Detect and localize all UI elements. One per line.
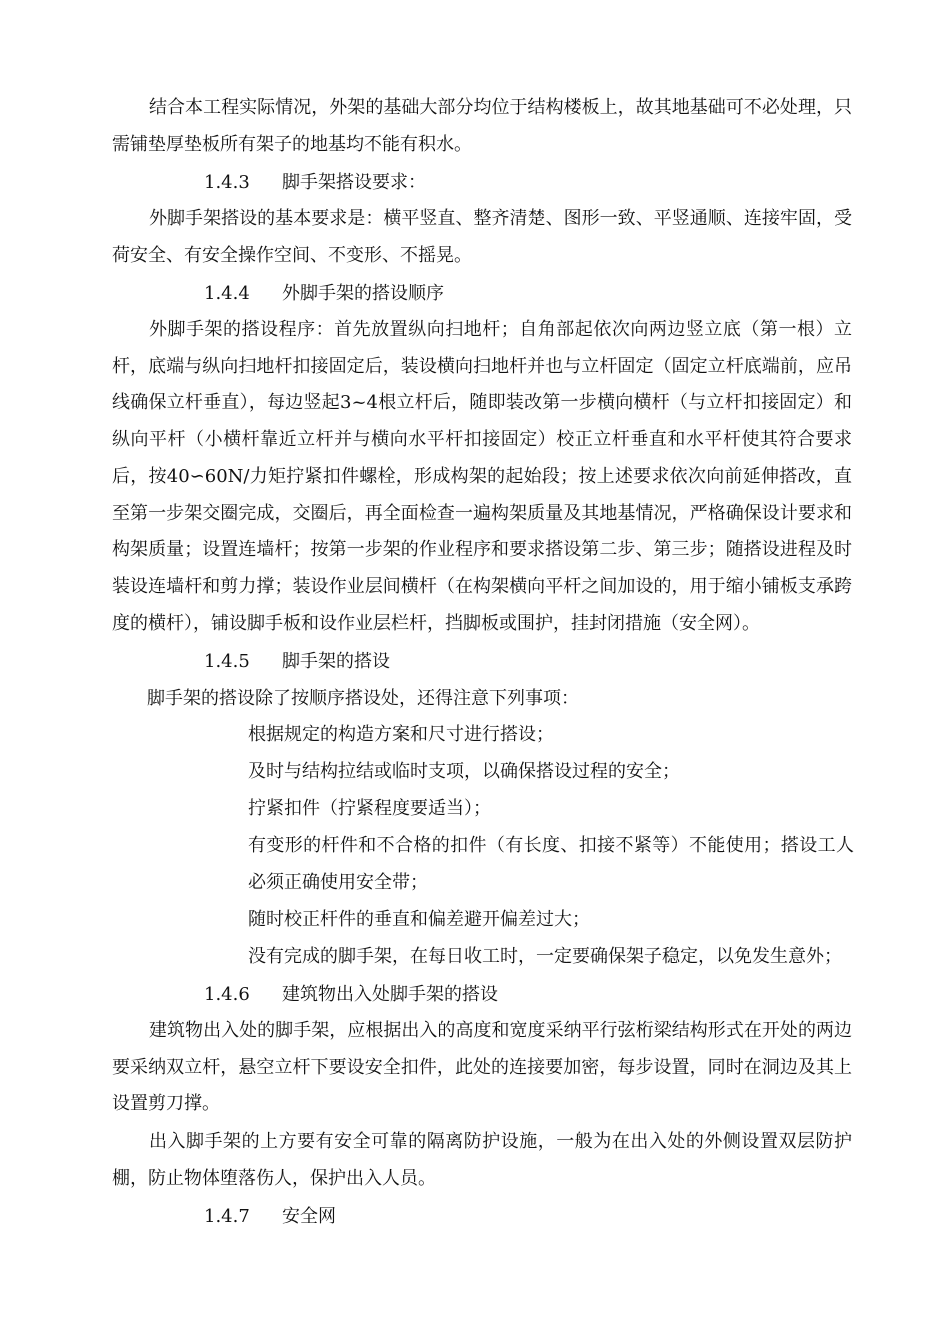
list-item: 根据规定的构造方案和尺寸进行搭设； bbox=[248, 724, 554, 745]
heading-1-4-7 bbox=[204, 1198, 336, 1235]
heading-number: 1.4.7 bbox=[204, 1206, 250, 1227]
paragraph-notes-intro: 脚手架的搭设除了按顺序搭设处，还得注意下列事项： bbox=[147, 688, 579, 709]
heading-number: 1.4.5 bbox=[204, 651, 250, 672]
paragraph-entrance-scaffold: 建筑物出入处的脚手架，应根据出入的高度和宽度采纳平行弦桁梁结构形式在开处的两边要采纳双立杆，悬空立杆下要设安全扣件，此处的连接要加密，每步设置，同时在洞边及其上设置剪刀撑。 bbox=[112, 1020, 852, 1115]
list-item: 及时与结构拉结或临时支项，以确保搭设过程的安全； bbox=[248, 761, 680, 782]
heading-1-4-4 bbox=[204, 275, 444, 312]
paragraph-erection-procedure: 外脚手架的搭设程序：首先放置纵向扫地杆；自角部起依次向两边竖立底（第一根）立杆，底端与纵向扫地杆扣接固定后，装设横向扫地杆并也与立杆固定（固定立杆底端前，应吊线确保立杆垂直），每边竖起3~4根立杆后，随即装改第一步横向横杆（与立杆扣接固定）和纵向平杆（小横杆靠近立杆并与横向水平杆扣接固定）校正立杆垂直和水平杆使其符合要求后，按40∽60N/力矩拧紧扣件螺栓，形成构架的起始段；按上述要求依次向前延伸搭改，直至第一步架交圈完成，交圈后，再全面检查一遍构架质量及其地基情况，严格确保设计要求和构架质量；设置连墙杆；按第一步架的作业程序和要求搭设第二步、第三步；随搭设进程及时装设连墙杆和剪力撑；装设作业层间横杆（在构架横向平杆之间加设的，用于缩小铺板支承跨度的横杆），铺设脚手板和设作业层栏杆，挡脚板或围护，挂封闭措施（安全网）。 bbox=[112, 319, 852, 634]
paragraph-basic-requirements: 外脚手架搭设的基本要求是：横平竖直、整齐清楚、图形一致、平竖通顺、连接牢固，受荷安全、有安全操作空间、不变形、不摇晃。 bbox=[112, 208, 852, 266]
heading-title: 脚手架搭设要求： bbox=[282, 172, 426, 193]
list-item: 有变形的杆件和不合格的扣件（有长度、扣接不紧等）不能使用；搭设工人必须正确使用安全带； bbox=[248, 835, 854, 893]
heading-title: 脚手架的搭设 bbox=[282, 651, 390, 672]
list-item: 随时校正杆件的垂直和偏差避开偏差过大； bbox=[248, 909, 590, 930]
heading-title: 建筑物出入处脚手架的搭设 bbox=[282, 984, 498, 1005]
heading-1-4-5 bbox=[204, 643, 390, 680]
heading-1-4-6 bbox=[204, 976, 498, 1013]
heading-1-4-3 bbox=[204, 164, 426, 201]
list-item: 拧紧扣件（拧紧程度要适当）； bbox=[248, 798, 491, 819]
heading-number: 1.4.3 bbox=[204, 172, 250, 193]
list-item: 没有完成的脚手架，在每日收工时，一定要确保架子稳定，以免发生意外； bbox=[248, 946, 842, 967]
heading-number: 1.4.4 bbox=[204, 283, 250, 304]
paragraph-foundation: 结合本工程实际情况，外架的基础大部分均位于结构楼板上，故其地基础可不必处理，只需铺垫厚垫板所有架子的地基均不能有积水。 bbox=[112, 97, 852, 155]
heading-title: 外脚手架的搭设顺序 bbox=[282, 283, 444, 304]
paragraph-protective-shed: 出入脚手架的上方要有安全可靠的隔离防护设施，一般为在出入处的外侧设置双层防护棚，防止物体堕落伤人，保护出入人员。 bbox=[112, 1131, 852, 1189]
heading-number: 1.4.6 bbox=[204, 984, 250, 1005]
heading-title: 安全网 bbox=[282, 1206, 336, 1227]
